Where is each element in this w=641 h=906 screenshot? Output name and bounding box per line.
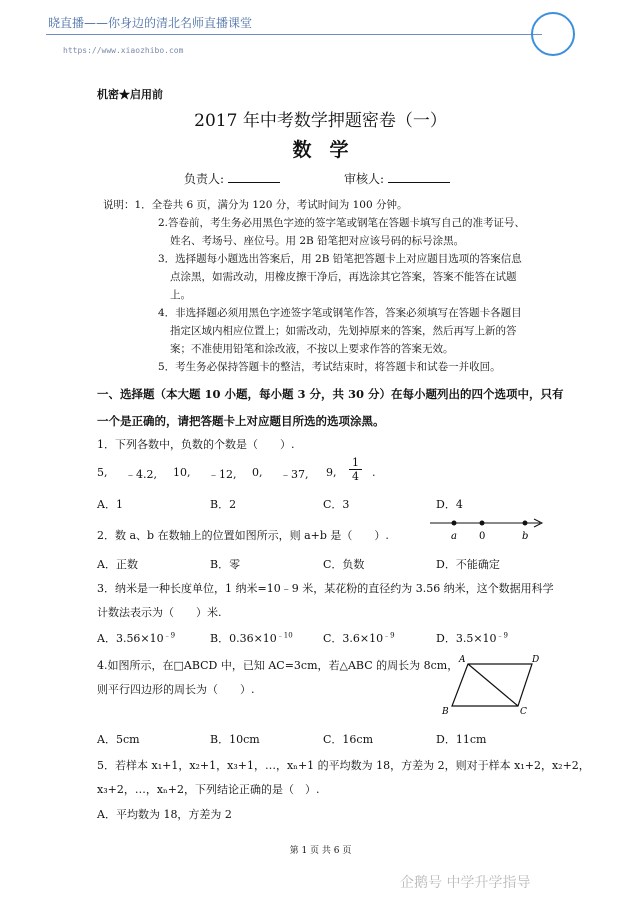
q4-option-a: A．5cm: [97, 733, 140, 746]
q5-line1: 5．若样本 x₁+1，x₂+1，x₃+1，…，xₙ+1 的平均数为 18，方差为 2，则对于样本 x₁+2，x₂+2，: [97, 759, 590, 772]
q3-option-d: D．$3.5\times 10^{﹣9}$: [436, 631, 508, 645]
note-line: 点涂黑，如需改动，用橡皮擦干净后，再选涂其它答案，答案不能答在试题: [170, 271, 517, 283]
fraction-denominator: 4: [352, 470, 359, 483]
q5-option-a: A．平均数为 18，方差为 2: [97, 808, 232, 821]
q1-fraction: [349, 456, 362, 483]
logo-circle-icon: [531, 12, 575, 56]
q2-number-line: [428, 512, 548, 544]
q3-stem-line2: 计数法表示为（ ）米.: [97, 606, 222, 619]
label-b: b: [522, 531, 529, 542]
point-b: [523, 521, 528, 526]
q3-option-b: B．$0.36\times 10^{﹣10}$: [210, 631, 293, 645]
note-line: 指定区域内相应位置上；如需改动，先划掉原来的答案，然后再写上新的答: [170, 325, 517, 337]
responsible-field: [184, 170, 280, 187]
note-line: 姓名、考场号、座位号。用 2B 铅笔把对应该号码的标号涂黑。: [170, 235, 465, 247]
q4-option-c: C．16cm: [323, 733, 374, 746]
header-title: 晓直播——你身边的清北名师直播课堂: [48, 16, 253, 30]
q4-parallelogram-figure: [440, 652, 544, 718]
q2-option-a: A．正数: [97, 558, 138, 571]
secret-label: 机密★启用前: [97, 88, 163, 101]
reviewer-label: 审核人:: [344, 172, 385, 186]
note-line: 上。: [170, 289, 191, 301]
q1-number: ﹣37,: [280, 468, 309, 481]
q1-number: ﹣4.2,: [125, 468, 157, 481]
vertex-c: C: [520, 707, 527, 717]
reviewer-field: [344, 170, 450, 187]
q2-option-c: C．负数: [323, 558, 365, 571]
q1-option-a: A．1: [97, 498, 123, 511]
q1-option-b: B．2: [210, 498, 237, 511]
q5-line2: x₃+2，…，xₙ+2，下列结论正确的是（ ）.: [97, 783, 320, 796]
q4-option-d: D．11cm: [436, 733, 487, 746]
header-url: https://www.xiaozhibo.com: [63, 46, 184, 55]
q3-option-c: C．$3.6\times 10^{﹣9}$: [323, 631, 395, 645]
q2-option-b: B．零: [210, 558, 241, 571]
parallelogram-abcd: [452, 664, 532, 706]
q1-number: ﹣12,: [208, 468, 237, 481]
q1-tail: .: [372, 466, 376, 479]
q1-number: 5,: [97, 466, 108, 479]
section-heading: 一、选择题（本大题 10 小题，每小题 3 分，共 30 分）在每小题列出的四个选项中，只有一个是正确的，请把答题卡上对应题目所选的选项涂黑。: [97, 387, 564, 428]
vertex-a: A: [459, 655, 466, 665]
reviewer-blank: [388, 171, 450, 183]
responsible-blank: [228, 171, 280, 183]
note-line: 3．选择题每小题选出答案后，用 2B 铅笔把答题卡上对应题目选项的答案信息: [158, 253, 522, 265]
q3-option-a: A．$3.56\times 10^{﹣9}$: [97, 631, 176, 645]
exam-title: 2017 年中考数学押题密卷（一）: [194, 111, 447, 131]
exam-subject: 数学: [292, 139, 367, 161]
watermark: 企鹅号 中学升学指导: [400, 875, 531, 891]
q1-option-d: D．4: [436, 498, 463, 511]
q2-option-d: D．不能确定: [436, 558, 500, 571]
note-line: 说明：1．全卷共 6 页，满分为 120 分，考试时间为 100 分钟。: [103, 199, 408, 211]
vertex-b: B: [442, 707, 449, 717]
diagonal-ac: [468, 664, 518, 706]
q1-number: 0,: [252, 466, 263, 479]
responsible-label: 负责人:: [184, 172, 225, 186]
q1-number: 10,: [173, 466, 191, 479]
note-line: 案；不准使用铅笔和涂改液，不按以上要求作答的答案无效。: [170, 343, 454, 355]
q4-option-b: B．10cm: [210, 733, 260, 746]
header-divider: [46, 34, 542, 35]
q1-option-c: C．3: [323, 498, 350, 511]
point-a: [452, 521, 457, 526]
q1-number: 9,: [326, 466, 337, 479]
q4-stem-line1: 4.如图所示，在□ABCD 中，已知 AC=3cm，若△ABC 的周长为 8cm，: [97, 659, 459, 672]
note-line: 2.答卷前，考生务必用黑色字迹的签字笔或钢笔在答题卡填写自己的准考证号、: [158, 217, 526, 229]
page-number: 第 1 页 共 6 页: [289, 846, 352, 856]
q2-stem: 2．数 a、b 在数轴上的位置如图所示，则 a+b 是（ ）.: [97, 529, 389, 542]
label-a: a: [451, 531, 457, 542]
note-line: 4．非选择题必须用黑色字迹签字笔或钢笔作答，答案必须填写在答题卡各题目: [158, 307, 522, 319]
note-line: 5．考生务必保持答题卡的整洁，考试结束时，将答题卡和试卷一并收回。: [158, 361, 501, 373]
point-zero: [480, 521, 485, 526]
q4-stem-line2: 则平行四边形的周长为（ ）.: [97, 683, 255, 696]
q3-stem-line1: 3．纳米是一种长度单位，1 纳米=10﹣9 米，某花粉的直径约为 3.56 纳米，这个数据用科学: [97, 582, 554, 595]
q1-stem: 1．下列各数中，负数的个数是（ ）.: [97, 438, 295, 451]
fraction-numerator: 1: [349, 456, 362, 470]
label-zero: 0: [479, 531, 486, 542]
vertex-d: D: [532, 655, 540, 665]
